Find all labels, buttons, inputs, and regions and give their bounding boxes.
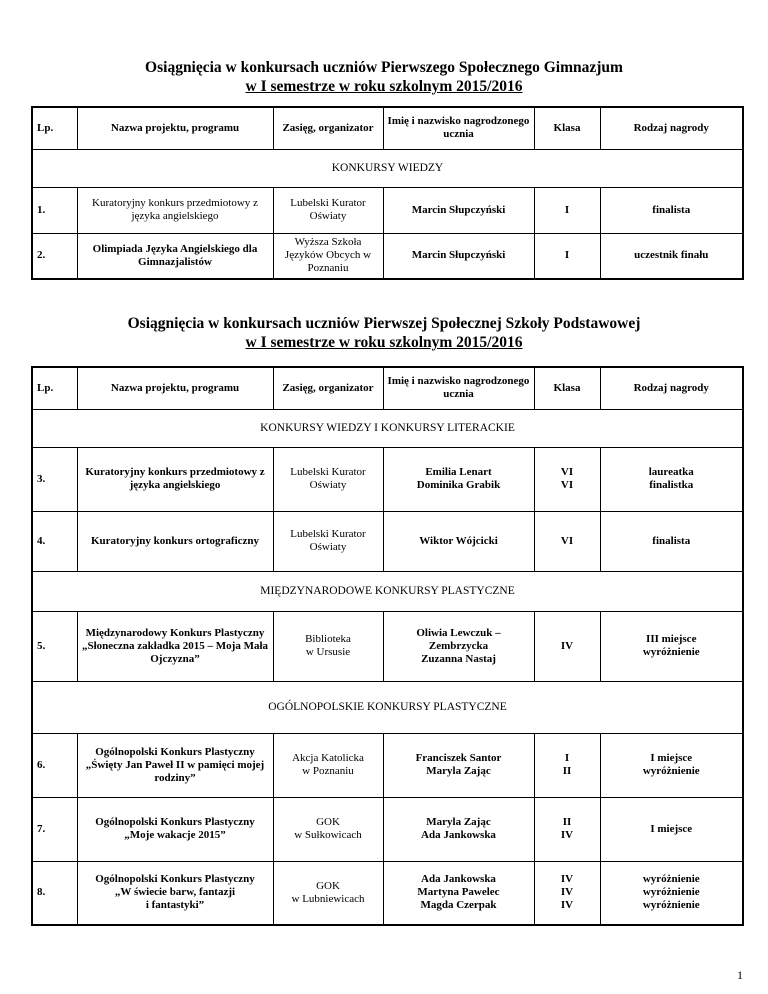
table-row [32,447,743,511]
row-scope: GOK w Lubniewicach [273,861,383,925]
section1-title [0,58,768,96]
gimnazjum-table [31,106,744,280]
header-student: Imię i nazwisko nagrodzonego ucznia [383,367,534,409]
row-scope: Wyższa Szkoła Języków Obcych w Poznaniu [273,233,383,279]
row-name: Kuratoryjny konkurs przedmiotowy z języka angielskiego [77,187,273,233]
table-row [32,611,743,681]
header-name: Nazwa projektu, programu [77,107,273,149]
row-name: Kuratoryjny konkurs ortograficzny [77,511,273,571]
row-scope: GOK w Sułkowicach [273,797,383,861]
table-row [32,797,743,861]
row-scope: Lubelski Kurator Oświaty [273,187,383,233]
row-lp: 2. [32,233,77,279]
row-class: I [534,233,600,279]
row-scope: Biblioteka w Ursusie [273,611,383,681]
page-number: 1 [737,968,743,982]
row-award: III miejsce wyróżnienie [600,611,743,681]
row-scope: Lubelski Kurator Oświaty [273,447,383,511]
category-label: KONKURSY WIEDZY I KONKURSY LITERACKIE [32,409,743,447]
row-class: IV [534,611,600,681]
table-header-row [32,107,743,149]
row-student: Ada Jankowska Martyna Pawelec Magda Czerpak [383,861,534,925]
section2-title-line2: w I semestrze w roku szkolnym 2015/2016 [245,334,523,351]
row-student: Maryla Zając Ada Jankowska [383,797,534,861]
row-class: VI [534,511,600,571]
row-scope: Akcja Katolicka w Poznaniu [273,733,383,797]
header-name: Nazwa projektu, programu [77,367,273,409]
row-name: Olimpiada Języka Angielskiego dla Gimnazjalistów [77,233,273,279]
row-name: Ogólnopolski Konkurs Plastyczny „Święty Jan Paweł II w pamięci mojej rodziny” [77,733,273,797]
row-award: uczestnik finału [600,233,743,279]
header-student: Imię i nazwisko nagrodzonego ucznia [383,107,534,149]
header-award: Rodzaj nagrody [600,107,743,149]
table-row [32,187,743,233]
row-class: I II [534,733,600,797]
header-scope: Zasięg, organizator [273,107,383,149]
header-lp: Lp. [32,107,77,149]
row-name: Ogólnopolski Konkurs Plastyczny „W świecie barw, fantazji i fantastyki” [77,861,273,925]
row-scope: Lubelski Kurator Oświaty [273,511,383,571]
row-award: finalista [600,187,743,233]
header-scope: Zasięg, organizator [273,367,383,409]
header-class: Klasa [534,367,600,409]
row-name: Międzynarodowy Konkurs Plastyczny „Słoneczna zakładka 2015 – Moja Mała Ojczyzna” [77,611,273,681]
table-header-row [32,367,743,409]
row-student: Marcin Słupczyński [383,187,534,233]
header-class: Klasa [534,107,600,149]
row-lp: 8. [32,861,77,925]
row-student: Marcin Słupczyński [383,233,534,279]
szkola-podstawowa-table [31,366,744,926]
table-row [32,861,743,925]
section2-title [0,314,768,352]
table-row [32,511,743,571]
row-lp: 3. [32,447,77,511]
section1-title-line2: w I semestrze w roku szkolnym 2015/2016 [245,78,523,95]
category-row [32,681,743,733]
category-label: MIĘDZYNARODOWE KONKURSY PLASTYCZNE [32,571,743,611]
category-label: OGÓLNOPOLSKIE KONKURSY PLASTYCZNE [32,681,743,733]
row-name: Kuratoryjny konkurs przedmiotowy z języka angielskiego [77,447,273,511]
section2-title-line1: Osiągnięcia w konkursach uczniów Pierwszej Społecznej Szkoły Podstawowej [127,315,641,332]
row-award: I miejsce wyróżnienie [600,733,743,797]
table-row [32,733,743,797]
table-row [32,233,743,279]
category-row [32,149,743,187]
row-name: Ogólnopolski Konkurs Plastyczny „Moje wakacje 2015” [77,797,273,861]
row-student: Oliwia Lewczuk – Zembrzycka Zuzanna Nastaj [383,611,534,681]
row-lp: 5. [32,611,77,681]
row-student: Emilia Lenart Dominika Grabik [383,447,534,511]
row-class: IV IV IV [534,861,600,925]
category-row [32,409,743,447]
header-lp: Lp. [32,367,77,409]
row-award: finalista [600,511,743,571]
category-label: KONKURSY WIEDZY [32,149,743,187]
row-award: I miejsce [600,797,743,861]
row-award: wyróżnienie wyróżnienie wyróżnienie [600,861,743,925]
row-lp: 4. [32,511,77,571]
row-student: Franciszek Santor Maryla Zając [383,733,534,797]
section1-title-line1: Osiągnięcia w konkursach uczniów Pierwszego Społecznego Gimnazjum [145,59,623,76]
header-award: Rodzaj nagrody [600,367,743,409]
row-lp: 7. [32,797,77,861]
row-class: VI VI [534,447,600,511]
row-class: I [534,187,600,233]
row-lp: 6. [32,733,77,797]
row-class: II IV [534,797,600,861]
row-award: laureatka finalistka [600,447,743,511]
row-lp: 1. [32,187,77,233]
row-student: Wiktor Wójcicki [383,511,534,571]
category-row [32,571,743,611]
